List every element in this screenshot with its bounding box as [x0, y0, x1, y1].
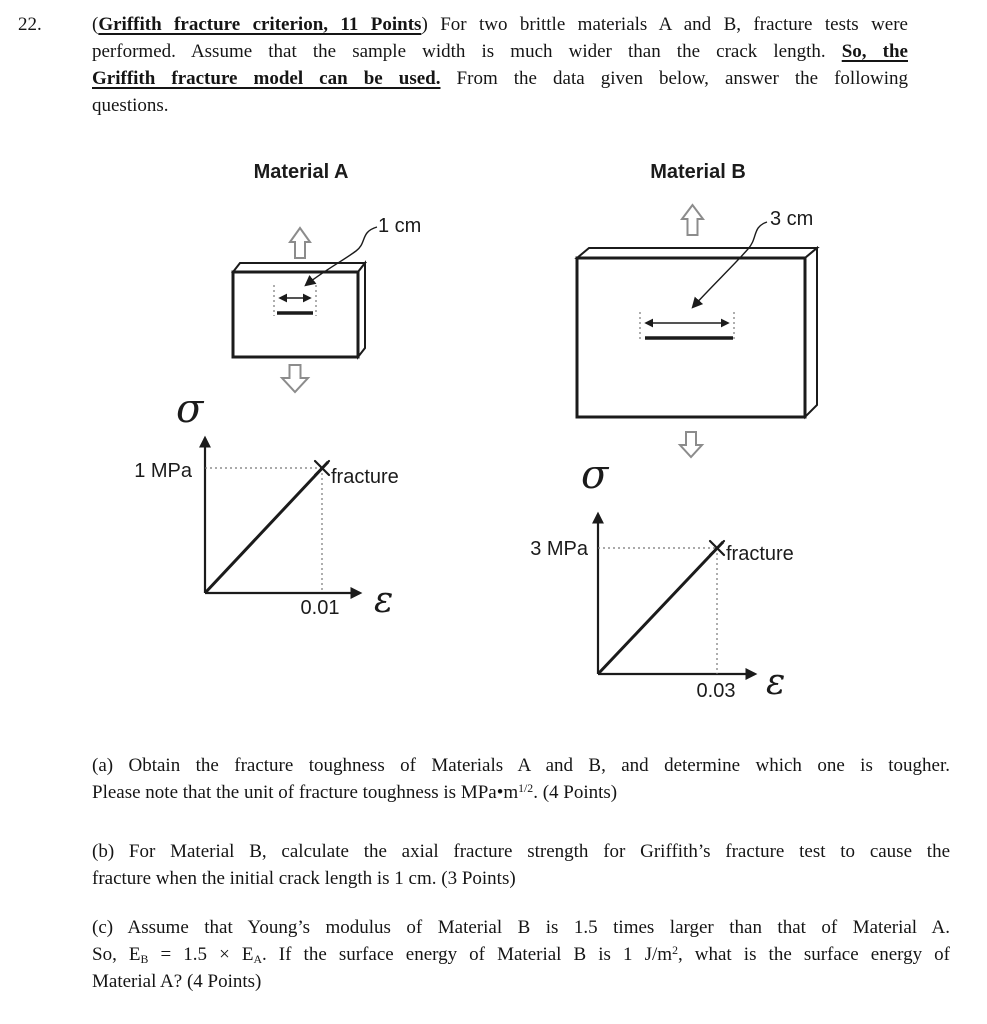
- tension-down-arrow-icon: [282, 365, 308, 392]
- text-line: performed. Assume that the sample width is much wider than the crack length. So, the: [92, 41, 908, 62]
- material-b-title: Material B: [650, 161, 746, 183]
- question-b: [92, 838, 950, 892]
- tension-up-arrow-icon: [682, 205, 703, 235]
- text-line: Material A? (4 Points): [92, 971, 262, 992]
- fracture-label-b: fracture: [726, 543, 794, 565]
- strain-value-b: 0.03: [696, 680, 736, 702]
- text-line: So, EB = 1.5 × EA. If the surface energy of Material B is 1 $J/m^2$, what is the surface energy of: [92, 943, 951, 967]
- material-b-diagram: [530, 161, 817, 703]
- tension-up-arrow-icon: [290, 228, 310, 258]
- text-line: questions.: [92, 95, 169, 116]
- crack-a-leader-line: [306, 227, 377, 285]
- text-line: Please note that the unit of fracture toughness is $MPa•m^{1/2}$. (4 Points): [92, 781, 618, 803]
- fracture-label-a: fracture: [331, 466, 399, 488]
- text-line: (b) For Material B, calculate the axial fracture strength for Griffith’s fracture test to cause the: [92, 841, 950, 862]
- epsilon-axis-label-b: ε: [766, 662, 786, 703]
- epsilon-axis-label-a: ε: [374, 580, 394, 621]
- stress-strain-line-a: [205, 462, 328, 593]
- stress-strain-graph-a: [134, 386, 399, 621]
- text-line: Griffith fracture model can be used. From the data given below, answer the following: [92, 68, 908, 89]
- block-a-side-face: [358, 263, 365, 357]
- stress-strain-graph-b: [530, 452, 794, 703]
- stress-strain-line-b: [598, 542, 723, 674]
- stress-value-a: 1 MPa: [134, 460, 192, 482]
- material-a-title: Material A: [253, 161, 349, 183]
- sigma-axis-label-b: σ: [581, 452, 609, 498]
- crack-b: [640, 312, 734, 341]
- strain-value-a: 0.01: [300, 597, 340, 619]
- fracture-x-marker-b: [710, 541, 724, 555]
- crack-b-length-label: 3 cm: [770, 208, 814, 230]
- text-line: fracture when the initial crack length is 1 cm. (3 Points): [92, 868, 516, 889]
- text-line: (a) Obtain the fracture toughness of Materials A and B, and determine which one is tougher.: [92, 755, 950, 776]
- question-number: 22.: [18, 14, 42, 35]
- block-b-side-face: [805, 248, 817, 417]
- text-line: (c) Assume that Young’s modulus of Material B is 1.5 times larger than that of Material A.: [92, 917, 950, 938]
- block-b-top-face: [577, 248, 817, 258]
- sigma-axis-label-a: σ: [176, 386, 204, 432]
- crack-a-length-label: 1 cm: [378, 215, 422, 237]
- crack-b-leader-line: [693, 222, 767, 307]
- fracture-x-marker-a: [315, 461, 329, 475]
- material-a-diagram: [134, 161, 421, 621]
- crack-a: [274, 285, 316, 316]
- text-line: (Griffith fracture criterion, 11 Points) For two brittle materials A and B, fracture tests were: [92, 14, 908, 35]
- tension-down-arrow-icon: [680, 432, 702, 457]
- question-c: [92, 914, 950, 995]
- block-a-front-face: [233, 272, 358, 357]
- question-intro-paragraph: [92, 11, 908, 119]
- specimen-block-a: [233, 263, 365, 357]
- block-b-front-face: [577, 258, 805, 417]
- specimen-block-b: [577, 248, 817, 417]
- question-a: [92, 752, 950, 806]
- stress-value-b: 3 MPa: [530, 538, 588, 560]
- block-a-top-face: [233, 263, 365, 272]
